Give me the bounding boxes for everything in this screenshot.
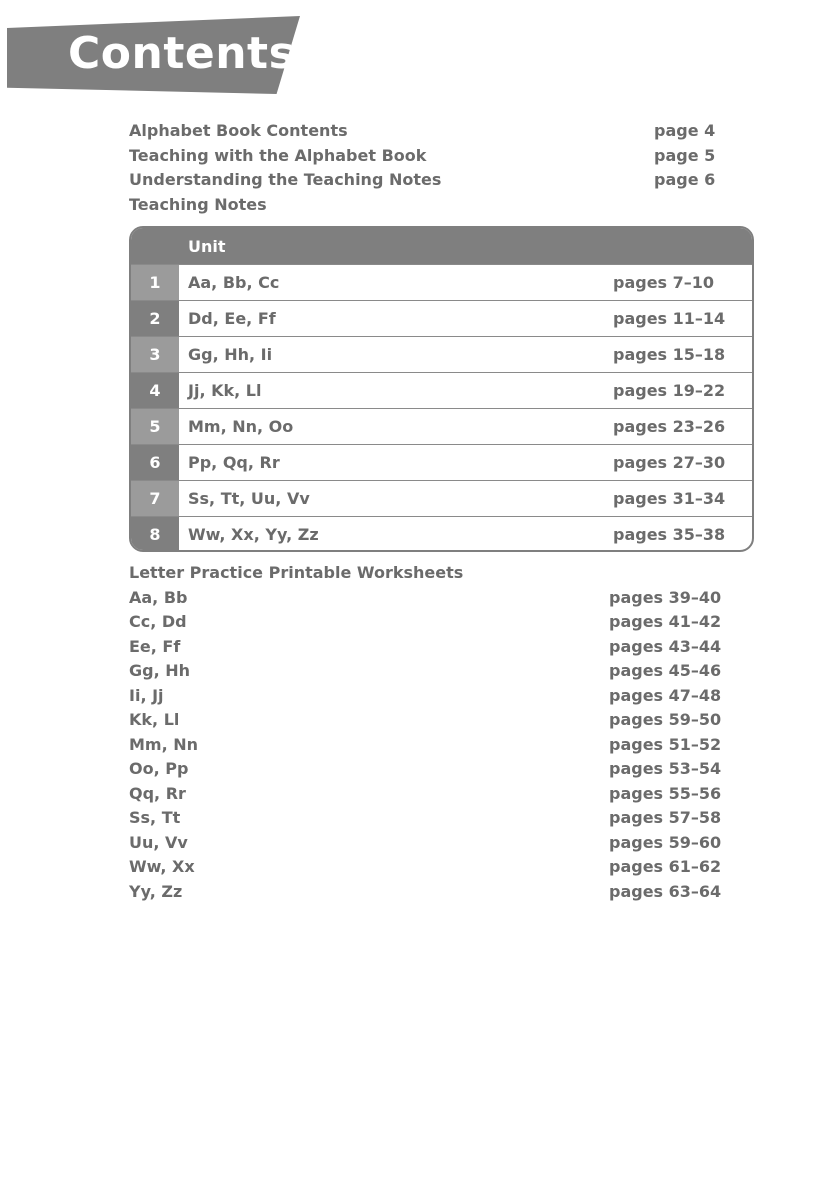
worksheet-pages: pages 41–42 [609,612,722,631]
worksheet-item [129,857,729,882]
unit-number: 4 [131,373,179,408]
unit-pages: pages 19–22 [613,381,726,400]
unit-row [131,444,752,480]
unit-letters: Dd, Ee, Ff [188,309,276,328]
unit-row [131,516,752,552]
unit-row [131,480,752,516]
unit-letters: Gg, Hh, Ii [188,345,273,364]
unit-pages: pages 11–14 [613,309,726,328]
worksheet-item [129,686,729,711]
unit-letters: Ww, Xx, Yy, Zz [188,525,319,544]
worksheet-item [129,808,729,833]
unit-row [131,336,752,372]
worksheets-title: Letter Practice Printable Worksheets [129,563,464,582]
unit-pages: pages 27–30 [613,453,726,472]
intro-item-label: Alphabet Book Contents [129,121,348,140]
unit-number: 5 [131,409,179,444]
worksheet-label: Ww, Xx [129,857,195,876]
unit-letters: Pp, Qq, Rr [188,453,280,472]
unit-row [131,264,752,300]
unit-table [129,226,754,552]
unit-number: 6 [131,445,179,480]
intro-list [129,121,729,219]
unit-letters: Mm, Nn, Oo [188,417,294,436]
intro-item-page: page 6 [654,170,716,189]
unit-number: 8 [131,517,179,552]
unit-pages: pages 35–38 [613,525,726,544]
intro-item-label: Teaching with the Alphabet Book [129,145,427,165]
intro-item [129,146,729,171]
worksheet-pages: pages 57–58 [609,808,722,827]
unit-pages: pages 15–18 [613,345,726,364]
worksheet-label: Kk, Ll [129,710,180,729]
worksheet-label: Cc, Dd [129,612,187,631]
worksheet-item [129,833,729,858]
worksheet-pages: pages 63–64 [609,881,722,901]
worksheet-pages: pages 53–54 [609,759,722,778]
unit-pages: pages 23–26 [613,417,726,436]
worksheet-item [129,759,729,784]
worksheet-pages: pages 39–40 [609,587,722,607]
worksheet-label: Ee, Ff [129,636,181,656]
intro-item-label: Understanding the Teaching Notes [129,170,442,189]
worksheet-label: Ss, Tt [129,808,181,827]
worksheet-pages: pages 59–60 [609,832,722,852]
intro-item [129,121,729,146]
worksheet-item [129,735,729,760]
worksheet-pages: pages 59–50 [609,710,722,729]
unit-header-label: Unit [188,237,226,256]
unit-pages: pages 31–34 [613,489,726,508]
intro-item-page: page 4 [654,121,716,140]
worksheet-label: Mm, Nn [129,734,199,754]
intro-item [129,195,729,220]
worksheet-item [129,637,729,662]
worksheet-item [129,661,729,686]
intro-item-page: page 5 [654,145,716,165]
unit-number: 7 [131,481,179,516]
worksheet-item [129,588,729,613]
worksheet-label: Qq, Rr [129,783,186,803]
worksheet-label: Yy, Zz [129,881,183,901]
worksheets-list [129,563,729,906]
intro-item-label: Teaching Notes [129,194,267,214]
worksheet-pages: pages 51–52 [609,734,722,754]
worksheet-pages: pages 45–46 [609,661,722,680]
worksheet-label: Oo, Pp [129,759,189,778]
unit-pages: pages 7–10 [613,273,715,292]
worksheet-label: Aa, Bb [129,587,188,607]
worksheet-pages: pages 43–44 [609,636,722,656]
unit-number: 1 [131,265,179,300]
unit-row [131,300,752,336]
worksheet-item [129,784,729,809]
unit-row [131,408,752,444]
worksheet-item [129,612,729,637]
unit-letters: Ss, Tt, Uu, Vv [188,489,310,508]
worksheet-pages: pages 47–48 [609,685,722,705]
unit-number: 2 [131,301,179,336]
unit-letters: Jj, Kk, Ll [188,381,262,400]
unit-row [131,372,752,408]
worksheet-label: Ii, Jj [129,685,164,705]
unit-table-header [131,228,752,264]
page-title: Contents [68,28,296,79]
worksheet-item [129,710,729,735]
worksheet-item [129,882,729,907]
worksheet-label: Gg, Hh [129,661,191,680]
worksheet-pages: pages 55–56 [609,783,722,803]
unit-letters: Aa, Bb, Cc [188,273,280,292]
unit-number: 3 [131,337,179,372]
intro-item [129,170,729,195]
worksheet-label: Uu, Vv [129,832,188,852]
worksheet-pages: pages 61–62 [609,857,722,876]
